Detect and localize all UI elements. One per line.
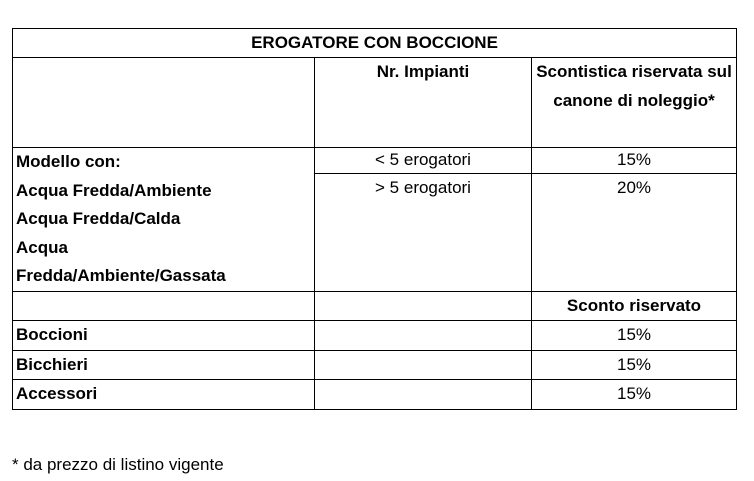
tier-row-1: [13, 148, 737, 174]
item-row: [13, 350, 737, 380]
tier-sconto: 15%: [532, 148, 737, 174]
model-line: Fredda/Ambiente/Gassata: [16, 266, 226, 285]
header-nr-impianti: Nr. Impianti: [315, 58, 532, 148]
section2-empty-cell: [315, 291, 532, 321]
header-scontistica: Scontistica riservata sul canone di noleggio*: [532, 58, 737, 148]
item-empty-cell: [315, 321, 532, 351]
footnote: * da prezzo di listino vigente: [12, 455, 224, 474]
model-line: Acqua Fredda/Ambiente: [16, 180, 212, 200]
tier-sconto: 20%: [532, 174, 737, 292]
table-title: EROGATORE CON BOCCIONE: [13, 29, 737, 58]
title-row: [13, 29, 737, 58]
tier-impianti: < 5 erogatori: [315, 148, 532, 174]
item-label: Accessori: [13, 380, 315, 410]
item-row: [13, 321, 737, 351]
header-row: [13, 58, 737, 148]
item-sconto: 15%: [532, 321, 737, 351]
model-line: Acqua Fredda/Calda: [16, 209, 181, 228]
item-label: Bicchieri: [13, 350, 315, 380]
item-empty-cell: [315, 380, 532, 410]
item-label: Boccioni: [13, 321, 315, 351]
header-sconto-riservato: Sconto riservato: [532, 291, 737, 321]
model-description-cell: [13, 148, 315, 292]
item-sconto: 15%: [532, 380, 737, 410]
tier-impianti: > 5 erogatori: [315, 174, 532, 292]
section2-header-row: [13, 291, 737, 321]
section2-empty-cell: [13, 291, 315, 321]
discount-table: [12, 28, 737, 410]
item-sconto: 15%: [532, 350, 737, 380]
item-empty-cell: [315, 350, 532, 380]
model-line: Modello con:: [16, 152, 121, 171]
header-empty-cell: [13, 58, 315, 148]
item-row: [13, 380, 737, 410]
model-line: Acqua: [16, 237, 68, 257]
